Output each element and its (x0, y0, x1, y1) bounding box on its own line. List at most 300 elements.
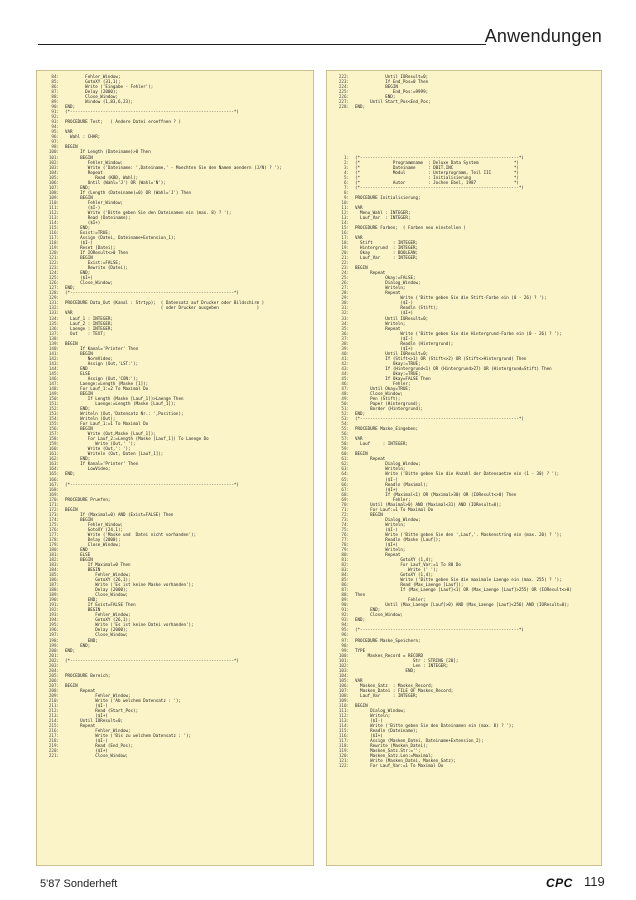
line-number: 122: (48, 260, 59, 266)
code-text: BEGIN (355, 511, 383, 517)
code-text: Close_Window; (355, 612, 403, 618)
line-number: 169: (48, 491, 59, 497)
line-number: 183: (48, 562, 59, 568)
line-number: 76: (341, 531, 349, 537)
line-number: 40: (341, 350, 349, 356)
line-number: 118: (48, 240, 59, 246)
code-text: Fehler_Window; (65, 612, 131, 618)
code-text: ($I-) (65, 738, 108, 744)
code-text: If Maximal=0 Then (65, 562, 131, 568)
line-number: 102: (338, 662, 349, 668)
code-text: (*-----------------------------------------------------------------*) (65, 481, 239, 487)
code-text: Readln (Stift); (355, 305, 439, 311)
code-text: Read (Dateiname); (65, 214, 131, 220)
code-text: Maskes_Record = RECORD (355, 652, 424, 658)
code-text: Menu_Wahl : INTEGER; (355, 209, 411, 215)
code-text: If Length (Dateiname)>0 Then (65, 149, 151, 155)
line-number: 159: (48, 441, 59, 447)
code-text: Lauf : INTEGER; (355, 441, 408, 447)
code-text: Exist:=FALSE; (65, 260, 121, 266)
code-text: ( oder Drucker ausgeben ) (65, 305, 260, 311)
code-text: PROCEDURE Maske_Eingeben; (355, 426, 419, 432)
code-text: Lauf_Var : INTEGER; (355, 692, 419, 698)
code-text: BEGIN (65, 426, 93, 432)
code-text: END; (355, 617, 366, 623)
line-number: 101: (338, 657, 349, 663)
line-number: 186: (48, 577, 59, 583)
code-text: (* Autor : Jochen Ebel, 1987 *) (355, 179, 519, 185)
code-text: ELSE (65, 370, 91, 376)
code-text: Dialog_Window; (355, 707, 406, 713)
code-text: BEGIN (355, 84, 398, 90)
line-number: 100: (338, 652, 349, 658)
code-text: GotoXY (26,1); (65, 617, 131, 623)
line-number: 68: (341, 491, 349, 497)
line-number: 87: (51, 89, 59, 95)
code-text: Write ('Bitte geben Sie den Dateinamen ein (max. 8) ? '); (355, 723, 514, 729)
code-text: BEGIN (65, 340, 78, 346)
line-number: 29: (341, 295, 349, 301)
line-number: 203: (48, 662, 59, 668)
line-number: 120: (48, 250, 59, 256)
line-number: 24: (341, 270, 349, 276)
line-number: 156: (48, 426, 59, 432)
code-text: If Kanal='Printer' Then (65, 345, 139, 351)
line-number: 108: (48, 189, 59, 195)
code-text: Fehler; (355, 496, 411, 502)
code-text: GotoXY (31,1); (65, 79, 121, 85)
line-number: 118: (338, 743, 349, 749)
line-number: 179: (48, 541, 59, 547)
code-text: Fehler_Window; (65, 572, 131, 578)
line-number: 171: (48, 501, 59, 507)
line-number: 166: (48, 476, 59, 482)
line-number: 117: (48, 235, 59, 240)
code-text: ($I+) (355, 486, 398, 492)
line-number: 123: (48, 265, 59, 271)
line-number: 43: (341, 365, 349, 371)
code-text: Until IOResult=0; (355, 350, 429, 356)
line-number: 39: (341, 345, 349, 351)
code-text: Dialog_Window; (355, 280, 421, 286)
line-number: 121: (48, 255, 59, 261)
code-text: Write ('Dateiname: ',Dateiname,' - Moechten Sie den Namen aendern (J/N) ? '); (65, 164, 282, 170)
line-number: 189: (48, 592, 59, 598)
line-number: 10: (341, 199, 349, 205)
line-number: 190: (48, 597, 59, 603)
code-text: Okay:=FALSE; (355, 275, 416, 281)
line-number: 86: (341, 582, 349, 588)
code-text: Dialog_Window; (355, 461, 421, 467)
code-text: Write (Out,' '); (65, 441, 136, 447)
code-text: END; (355, 94, 396, 100)
code-text: For Lauf_1:=1 To Maximal Do (65, 421, 149, 427)
code-text: Delay (2000); (65, 627, 129, 633)
code-text: GotoXY (1,4); (355, 572, 434, 578)
line-number: 167: (48, 481, 59, 487)
line-number: 213: (48, 712, 59, 718)
line-number: 105: (48, 174, 59, 180)
code-text: VAR (355, 235, 363, 240)
code-text: (*---------------------------------------------------------------*) (355, 184, 524, 190)
line-number: 170: (48, 496, 59, 502)
line-number: 85: (341, 577, 349, 583)
line-number: 136: (48, 325, 59, 331)
line-number: 35: (341, 325, 349, 331)
line-number: 161: (48, 451, 59, 457)
line-number: 121: (338, 758, 349, 764)
code-text: Fehler_Window; (65, 728, 131, 734)
page-number: 119 (584, 874, 605, 889)
line-number: 146: (48, 375, 59, 381)
line-number: 175: (48, 521, 59, 527)
line-number: 194: (48, 617, 59, 623)
code-text: Write ('Bitte geben Sie die Anzahl der Datensaetze ein (1 - 30) ? '); (355, 471, 560, 477)
code-text: Rewrite (Datei); (65, 265, 129, 271)
line-number: 110: (48, 199, 59, 205)
code-text: For Lauf_1:=2 To Maximal Do (65, 385, 149, 391)
code-text: Repeat (355, 551, 401, 557)
line-number: 197: (48, 632, 59, 638)
line-number: 20: (341, 250, 349, 256)
code-text: Writeln (Out,'Datensatz Nr.: ',Position); (65, 411, 184, 417)
code-text: BEGIN (65, 567, 101, 573)
code-text: BEGIN (65, 390, 93, 396)
line-number: 157: (48, 431, 59, 437)
code-text: PROCEDURE Maske_Speichern; (355, 637, 421, 643)
code-text: ($I+) (355, 310, 413, 316)
code-text: ELSE (65, 551, 91, 557)
line-number: 210: (48, 697, 59, 703)
code-text: Lauf_2 : INTEGER; (65, 320, 113, 326)
code-text: ($I+) (65, 712, 108, 718)
code-text: (* Modul : Unterprogramm, Teil III *) (355, 169, 519, 175)
code-text: END; (65, 647, 76, 653)
line-number: 226: (338, 94, 349, 100)
code-text: ($I-) (355, 300, 413, 306)
code-text: ($I+) (355, 345, 413, 351)
line-number: 109: (338, 697, 349, 703)
code-text: If Okay=FALSE Then (355, 375, 431, 381)
code-text: For Lauf_Var:=1 To Maximal Do (355, 763, 444, 769)
code-text: ($I+) (355, 541, 398, 547)
line-number: 211: (48, 702, 59, 708)
code-text: Until (Maximal>0) AND (Maximal<31) AND (IOResult=0); (355, 501, 502, 507)
line-number: 12: (341, 209, 349, 215)
code-text: ($I+) (65, 219, 101, 225)
line-number: 140: (48, 345, 59, 351)
code-text: If (Stift<>1) OR (Stift<>2) OR (Stift<>Hintergrund) Then (355, 355, 527, 361)
code-text: ($I-) (355, 335, 413, 341)
line-number: 115: (48, 224, 59, 230)
code-text: BEGIN (65, 682, 78, 688)
code-text: Readln (Dateiname); (355, 728, 419, 734)
line-number: 132: (48, 305, 59, 311)
line-number: 73: (341, 516, 349, 522)
code-text: Write ('Bitte geben Sie den Dateinamen ein (max. 8) ? '); (65, 209, 232, 215)
line-number: 148: (48, 385, 59, 391)
code-text: Writeln; (355, 466, 406, 472)
line-number: 218: (48, 738, 59, 744)
line-number: 155: (48, 421, 59, 427)
line-number: 33: (341, 315, 349, 321)
code-text: Write (' '); (355, 567, 439, 573)
code-text: For Lauf_Var:=1 To 80 Do (355, 562, 461, 568)
code-text: ($I-) (65, 204, 101, 210)
line-number: 93: (341, 617, 349, 623)
code-text: Assign (Datei, Dateiname+Extension_1); (65, 235, 176, 240)
code-text: VAR (65, 310, 73, 316)
code-text: VAR (355, 677, 363, 683)
code-text: Write (Out,': '); (65, 446, 131, 452)
line-number: 116: (48, 229, 59, 235)
line-number: 149: (48, 390, 59, 396)
line-number: 154: (48, 416, 59, 422)
line-number: 227: (338, 99, 349, 105)
code-text: Close_Window; (65, 753, 129, 759)
code-text: Repeat (355, 270, 386, 276)
code-text: (*---------------------------------------------------------------*) (355, 416, 524, 422)
line-number: 139: (48, 340, 59, 346)
line-number: 137: (48, 330, 59, 336)
line-number: 7: (343, 184, 349, 190)
line-number: 176: (48, 526, 59, 532)
code-text: Pen (Stift); (355, 396, 401, 401)
code-text: END; (65, 285, 76, 291)
code-text: BEGIN (65, 144, 78, 150)
code-text: Dialog_Window; (355, 516, 421, 522)
code-text: Write ('Ab welchem Datensatz : '); (65, 697, 181, 703)
line-number: 184: (48, 567, 59, 573)
code-text: (* Dateiname : DBIT.INC *) (355, 164, 519, 170)
code-text: Close_Window; (65, 94, 118, 100)
line-number: 187: (48, 582, 59, 588)
code-text: Laenge:=Length (Maske [1]); (65, 380, 149, 386)
line-number: 30: (341, 300, 349, 306)
code-text: Len : INTEGER; (355, 662, 449, 668)
line-number: 181: (48, 551, 59, 557)
line-number: 221: (48, 753, 59, 759)
line-number: 96: (341, 632, 349, 638)
code-text: ($I-) (355, 526, 398, 532)
code-text: Fehler_Window; (65, 692, 131, 698)
line-number: 105: (338, 677, 349, 683)
line-number: 53: (341, 416, 349, 422)
line-number: 153: (48, 411, 59, 417)
line-number: 219: (48, 743, 59, 749)
code-text: For Lauf:=1 To Maximal Do (355, 506, 434, 512)
code-line (331, 763, 597, 768)
code-text: Writeln; (355, 712, 391, 718)
code-text: (*---------------------------------------------------------------*) (355, 627, 524, 633)
code-text: If (Length (Dateiname)=0) OR (Wahl='J') Then (65, 189, 192, 195)
line-number: 114: (338, 723, 349, 729)
code-text: If Exist=FALSE Then (65, 602, 136, 608)
line-number: 14: (341, 219, 349, 225)
line-number: 164: (48, 466, 59, 472)
code-text: END; (65, 637, 98, 643)
code-text: Write ('Maske und Datei nicht vorhanden'); (65, 531, 197, 537)
line-number: 90: (51, 104, 59, 110)
line-number: 102: (48, 159, 59, 165)
line-number: 152: (48, 406, 59, 412)
line-number: 11: (341, 204, 349, 210)
line-number: 125: (48, 275, 59, 281)
code-text: ($I-) (65, 702, 108, 708)
line-number: 192: (48, 607, 59, 613)
code-text: END; (65, 406, 91, 412)
line-number: 172: (48, 506, 59, 512)
line-number: 135: (48, 320, 59, 326)
line-number: 77: (341, 536, 349, 542)
line-number: 185: (48, 572, 59, 578)
line-number: 225: (338, 89, 349, 95)
code-text: (*---------------------------------------------------------------*) (355, 154, 524, 160)
line-number: 72: (341, 511, 349, 517)
line-number: 47: (341, 385, 349, 391)
code-listing-left (36, 70, 314, 866)
line-number: 116: (338, 733, 349, 739)
code-text: Str : STRING [20]; (355, 657, 459, 663)
line-number: 158: (48, 436, 59, 442)
line-number: 84: (341, 572, 349, 578)
line-number: 69: (341, 496, 349, 502)
line-number: 92: (51, 114, 59, 120)
code-text: (*-----------------------------------------------------------------*) (65, 290, 239, 296)
line-number: 70: (341, 501, 349, 507)
code-text: Write ('Bitte geben Sie die Stift-Farbe ein (0 - 26) ? '); (355, 295, 547, 301)
line-number: 26: (341, 280, 349, 286)
code-text: Fehler_Window; (65, 74, 121, 79)
code-text: Write (Out,Maske [Lauf_1]); (65, 431, 156, 437)
code-text: (*-----------------------------------------------------------------*) (65, 657, 239, 663)
line-number: 119: (48, 245, 59, 251)
code-text: END; (65, 104, 76, 110)
line-number: 90: (341, 602, 349, 608)
line-number: 174: (48, 516, 59, 522)
code-text: Readln (Maximal); (355, 481, 429, 487)
line-number: 117: (338, 738, 349, 744)
code-text: PROCEDURE Pruefen; (65, 496, 111, 502)
line-number: 5: (343, 174, 349, 180)
code-text: ($I+) (355, 733, 383, 739)
line-number: 84: (51, 74, 59, 79)
code-text: If End_Pos=0 Then (355, 79, 429, 85)
magazine-logo: CPC (546, 876, 573, 890)
line-number: 196: (48, 627, 59, 633)
code-text: END; (65, 471, 76, 477)
code-text: TYPE (355, 647, 366, 653)
code-text: Lauf_Var : INTEGER; (355, 214, 411, 220)
line-number: 51: (341, 406, 349, 412)
line-number: 177: (48, 531, 59, 537)
line-number: 37: (341, 335, 349, 341)
line-number: 168: (48, 486, 59, 492)
code-line (41, 753, 309, 758)
line-number: 131: (48, 300, 59, 306)
line-number: 74: (341, 521, 349, 527)
code-text: Fehler; (355, 597, 426, 603)
code-text: END; (65, 597, 98, 603)
code-text: Writeln (Out, Daten [Lauf_1]); (65, 451, 164, 457)
line-number: 65: (341, 476, 349, 482)
line-number: 96: (51, 134, 59, 140)
line-number: 191: (48, 602, 59, 608)
line-number: 224: (338, 84, 349, 90)
code-text: VAR (355, 204, 363, 210)
line-number: 98: (51, 144, 59, 150)
line-number: 173: (48, 511, 59, 517)
line-number: 180: (48, 546, 59, 552)
line-number: 93: (51, 119, 59, 125)
code-text: END; (65, 270, 91, 276)
line-number: 104: (338, 672, 349, 678)
code-text: Writeln (Out); (65, 416, 116, 422)
code-text: Write ('Eingabe - Fehler'); (65, 84, 154, 90)
header-rule (38, 44, 486, 45)
line-number: 60: (341, 451, 349, 457)
code-text: Then (355, 592, 366, 598)
code-listing-right (326, 70, 602, 866)
line-number: 217: (48, 733, 59, 739)
line-number: 127: (48, 285, 59, 291)
line-number: 124: (48, 270, 59, 276)
code-text: Rewrite (Masken_Datei); (355, 743, 429, 749)
line-number: 104: (48, 169, 59, 175)
code-text: END; (65, 184, 91, 190)
code-text: END (65, 365, 88, 371)
line-number: 42: (341, 360, 349, 366)
line-number: 134: (48, 315, 59, 321)
line-number: 32: (341, 310, 349, 316)
line-number: 111: (338, 707, 349, 713)
code-text: If Kanal='Printer' Then (65, 461, 139, 467)
code-text: ($I-) (65, 240, 93, 246)
line-number: 113: (338, 718, 349, 723)
code-text: Write ('Es ist keine Datei vorhanden'); (65, 622, 194, 628)
line-number: 198: (48, 637, 59, 643)
code-text: If (Maximal=0) AND (Exist=FALSE) Then (65, 511, 174, 517)
code-text: ($I-) (355, 718, 383, 723)
line-number: 214: (48, 718, 59, 723)
code-text: Masken_Datei : FILE OF Maskes_Record; (355, 687, 454, 693)
code-text: END; (65, 642, 91, 648)
line-number: 17: (341, 235, 349, 240)
code-text: PROCEDURE Data_Out (Kanal : Strtyp); ( Datensatz auf Drucker oder Bildschirm ) (65, 300, 265, 306)
code-text: ($I-) (355, 476, 398, 482)
line-number: 106: (48, 179, 59, 185)
code-text: Fehler; (355, 380, 411, 386)
line-number: 142: (48, 355, 59, 361)
line-number: 88: (341, 592, 349, 598)
code-text: Readln (Hintergrund); (355, 340, 454, 346)
code-text: Repeat (65, 169, 103, 175)
line-number: 80: (341, 551, 349, 557)
line-number: 199: (48, 642, 59, 648)
line-number: 143: (48, 360, 59, 366)
line-number: 45: (341, 375, 349, 381)
line-number: 103: (338, 667, 349, 673)
code-text: Laenge:=Length (Maske [Lauf_1]); (65, 401, 176, 407)
line-number: 2: (343, 159, 349, 165)
line-number: 89: (51, 99, 59, 105)
line-number: 67: (341, 486, 349, 492)
code-text: Okay:=TRUE; (355, 370, 421, 376)
code-text: Laenge : INTEGER; (65, 325, 113, 331)
line-number: 128: (48, 290, 59, 296)
line-number: 209: (48, 692, 59, 698)
code-text: BEGIN (65, 607, 101, 613)
